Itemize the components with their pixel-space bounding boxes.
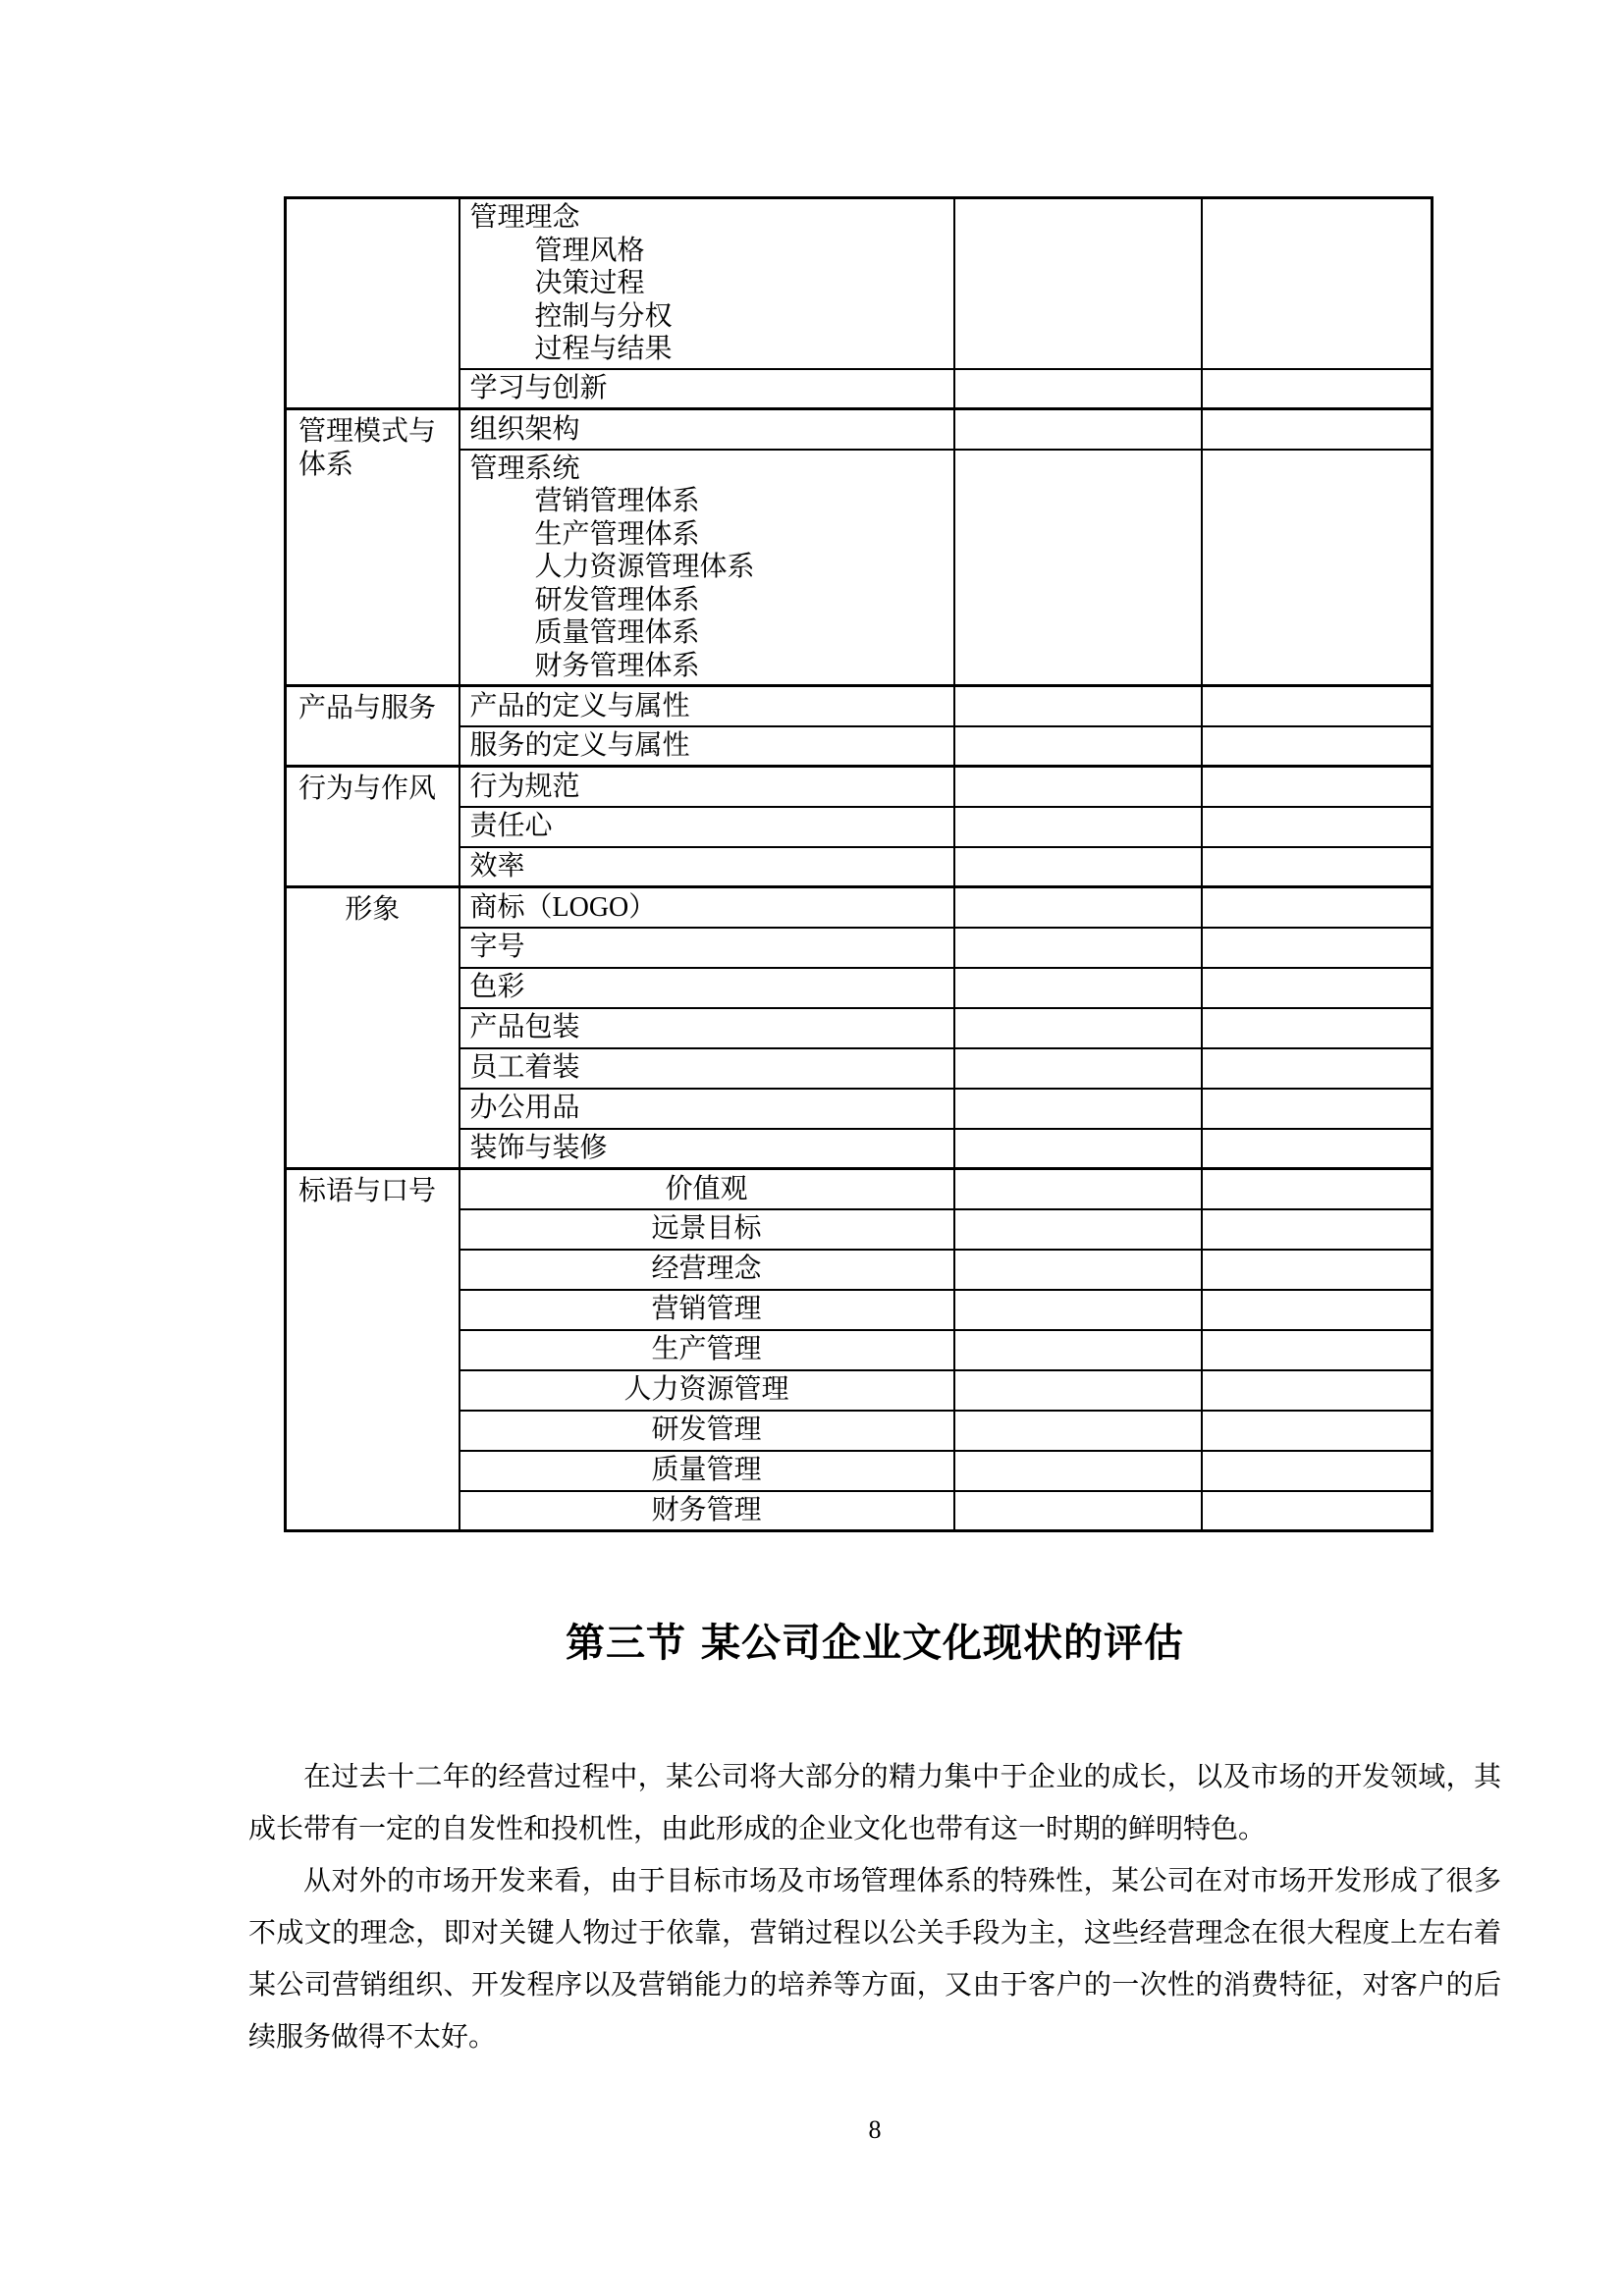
- category-cell: 形象: [286, 887, 460, 1169]
- item-sub: 管理风格: [534, 235, 645, 266]
- empty-cell: [1202, 1008, 1433, 1048]
- item-cell: 办公用品: [460, 1089, 954, 1129]
- category-cell: 标语与口号: [286, 1169, 460, 1531]
- item-cell: 商标（LOGO）: [460, 887, 954, 928]
- empty-cell: [1202, 450, 1433, 686]
- empty-cell: [1202, 807, 1433, 847]
- empty-cell: [1202, 1370, 1433, 1411]
- item-cell: 产品包装: [460, 1008, 954, 1048]
- empty-cell: [954, 409, 1202, 450]
- empty-cell: [954, 1089, 1202, 1129]
- item-sub: 质量管理体系: [534, 617, 700, 648]
- item-sub: 过程与结果: [534, 334, 673, 364]
- empty-cell: [1202, 726, 1433, 767]
- item-cell: 生产管理: [460, 1330, 954, 1370]
- item-cell: 效率: [460, 847, 954, 887]
- empty-cell: [1202, 887, 1433, 928]
- empty-cell: [954, 1129, 1202, 1169]
- empty-cell: [954, 1250, 1202, 1290]
- empty-cell: [1202, 1089, 1433, 1129]
- item-sub: 财务管理体系: [534, 650, 700, 681]
- empty-cell: [1202, 1129, 1433, 1169]
- empty-cell: [1202, 1411, 1433, 1451]
- paragraph: 在过去十二年的经营过程中，某公司将大部分的精力集中于企业的成长，以及市场的开发领域，其成长带有一定的自发性和投机性，由此形成的企业文化也带有这一时期的鲜明特色。: [248, 1762, 1501, 1844]
- item-sub: 生产管理体系: [534, 518, 700, 550]
- empty-cell: [954, 767, 1202, 807]
- empty-cell: [954, 1209, 1202, 1250]
- empty-cell: [954, 807, 1202, 847]
- empty-cell: [1202, 686, 1433, 726]
- page-number: 8: [868, 2115, 882, 2144]
- empty-cell: [954, 1370, 1202, 1411]
- item-cell: 色彩: [460, 968, 954, 1008]
- item-sub: 人力资源管理体系: [534, 552, 755, 582]
- empty-cell: [1202, 968, 1433, 1008]
- item-cell: 学习与创新: [460, 369, 954, 409]
- item-sub: 控制与分权: [534, 300, 673, 332]
- section-heading: 第三节 某公司企业文化现状的评估: [566, 1621, 1184, 1666]
- item-cell: 字号: [460, 928, 954, 968]
- item-sub: 研发管理体系: [534, 584, 700, 615]
- category-cell: 管理模式与体系: [286, 409, 460, 686]
- empty-cell: [954, 450, 1202, 686]
- empty-cell: [1202, 1209, 1433, 1250]
- table-row: [286, 1169, 1433, 1209]
- item-cell: 责任心: [460, 807, 954, 847]
- empty-cell: [954, 1451, 1202, 1491]
- empty-cell: [1202, 1330, 1433, 1370]
- empty-cell: [954, 968, 1202, 1008]
- empty-cell: [1202, 1451, 1433, 1491]
- empty-cell: [954, 1169, 1202, 1209]
- empty-cell: [1202, 409, 1433, 450]
- item-cell: 营销管理: [460, 1290, 954, 1330]
- empty-cell: [1202, 1290, 1433, 1330]
- empty-cell: [1202, 1169, 1433, 1209]
- culture-assessment-table: [284, 196, 1434, 1532]
- category-cell: 产品与服务: [286, 686, 460, 767]
- item-main: 管理理念: [469, 202, 580, 233]
- empty-cell: [954, 686, 1202, 726]
- empty-cell: [1202, 847, 1433, 887]
- empty-cell: [954, 928, 1202, 968]
- item-cell: 装饰与装修: [460, 1129, 954, 1169]
- body-paragraphs: [248, 1751, 1501, 2063]
- empty-cell: [1202, 198, 1433, 369]
- item-cell: 行为规范: [460, 767, 954, 807]
- empty-cell: [954, 1491, 1202, 1531]
- empty-cell: [954, 1411, 1202, 1451]
- empty-cell: [1202, 928, 1433, 968]
- table-row: [286, 409, 1433, 450]
- empty-cell: [1202, 1491, 1433, 1531]
- item-cell: 远景目标: [460, 1209, 954, 1250]
- empty-cell: [954, 847, 1202, 887]
- empty-cell: [954, 726, 1202, 767]
- category-cell: 行为与作风: [286, 767, 460, 887]
- empty-cell: [954, 1330, 1202, 1370]
- empty-cell: [954, 887, 1202, 928]
- empty-cell: [954, 1008, 1202, 1048]
- item-sub: 营销管理体系: [534, 486, 700, 516]
- item-cell: 组织架构: [460, 409, 954, 450]
- item-cell: 财务管理: [460, 1491, 954, 1531]
- empty-cell: [954, 1290, 1202, 1330]
- item-cell: [460, 198, 954, 369]
- item-cell: 员工着装: [460, 1048, 954, 1089]
- table-row: [286, 767, 1433, 807]
- category-cell: [286, 198, 460, 409]
- item-cell: 价值观: [460, 1169, 954, 1209]
- item-cell: 质量管理: [460, 1451, 954, 1491]
- empty-cell: [1202, 369, 1433, 409]
- item-cell: [460, 450, 954, 686]
- item-cell: 研发管理: [460, 1411, 954, 1451]
- table-row: [286, 198, 1433, 369]
- empty-cell: [954, 369, 1202, 409]
- item-main: 管理系统: [469, 453, 580, 484]
- item-cell: 经营理念: [460, 1250, 954, 1290]
- item-sub: 决策过程: [534, 268, 645, 298]
- empty-cell: [954, 198, 1202, 369]
- empty-cell: [1202, 767, 1433, 807]
- table-row: [286, 686, 1433, 726]
- item-cell: 人力资源管理: [460, 1370, 954, 1411]
- empty-cell: [1202, 1048, 1433, 1089]
- item-cell: 产品的定义与属性: [460, 686, 954, 726]
- empty-cell: [1202, 1250, 1433, 1290]
- item-cell: 服务的定义与属性: [460, 726, 954, 767]
- table-row: [286, 887, 1433, 928]
- paragraph: 从对外的市场开发来看，由于目标市场及市场管理体系的特殊性，某公司在对市场开发形成了很多不成文的理念，即对关键人物过于依靠，营销过程以公关手段为主，这些经营理念在很大程度上左右着某公司营销组织、开发程序以及营销能力的培养等方面，又由于客户的一次性的消费特征，对客户的后续服务做得不太好。: [248, 1866, 1501, 2053]
- empty-cell: [954, 1048, 1202, 1089]
